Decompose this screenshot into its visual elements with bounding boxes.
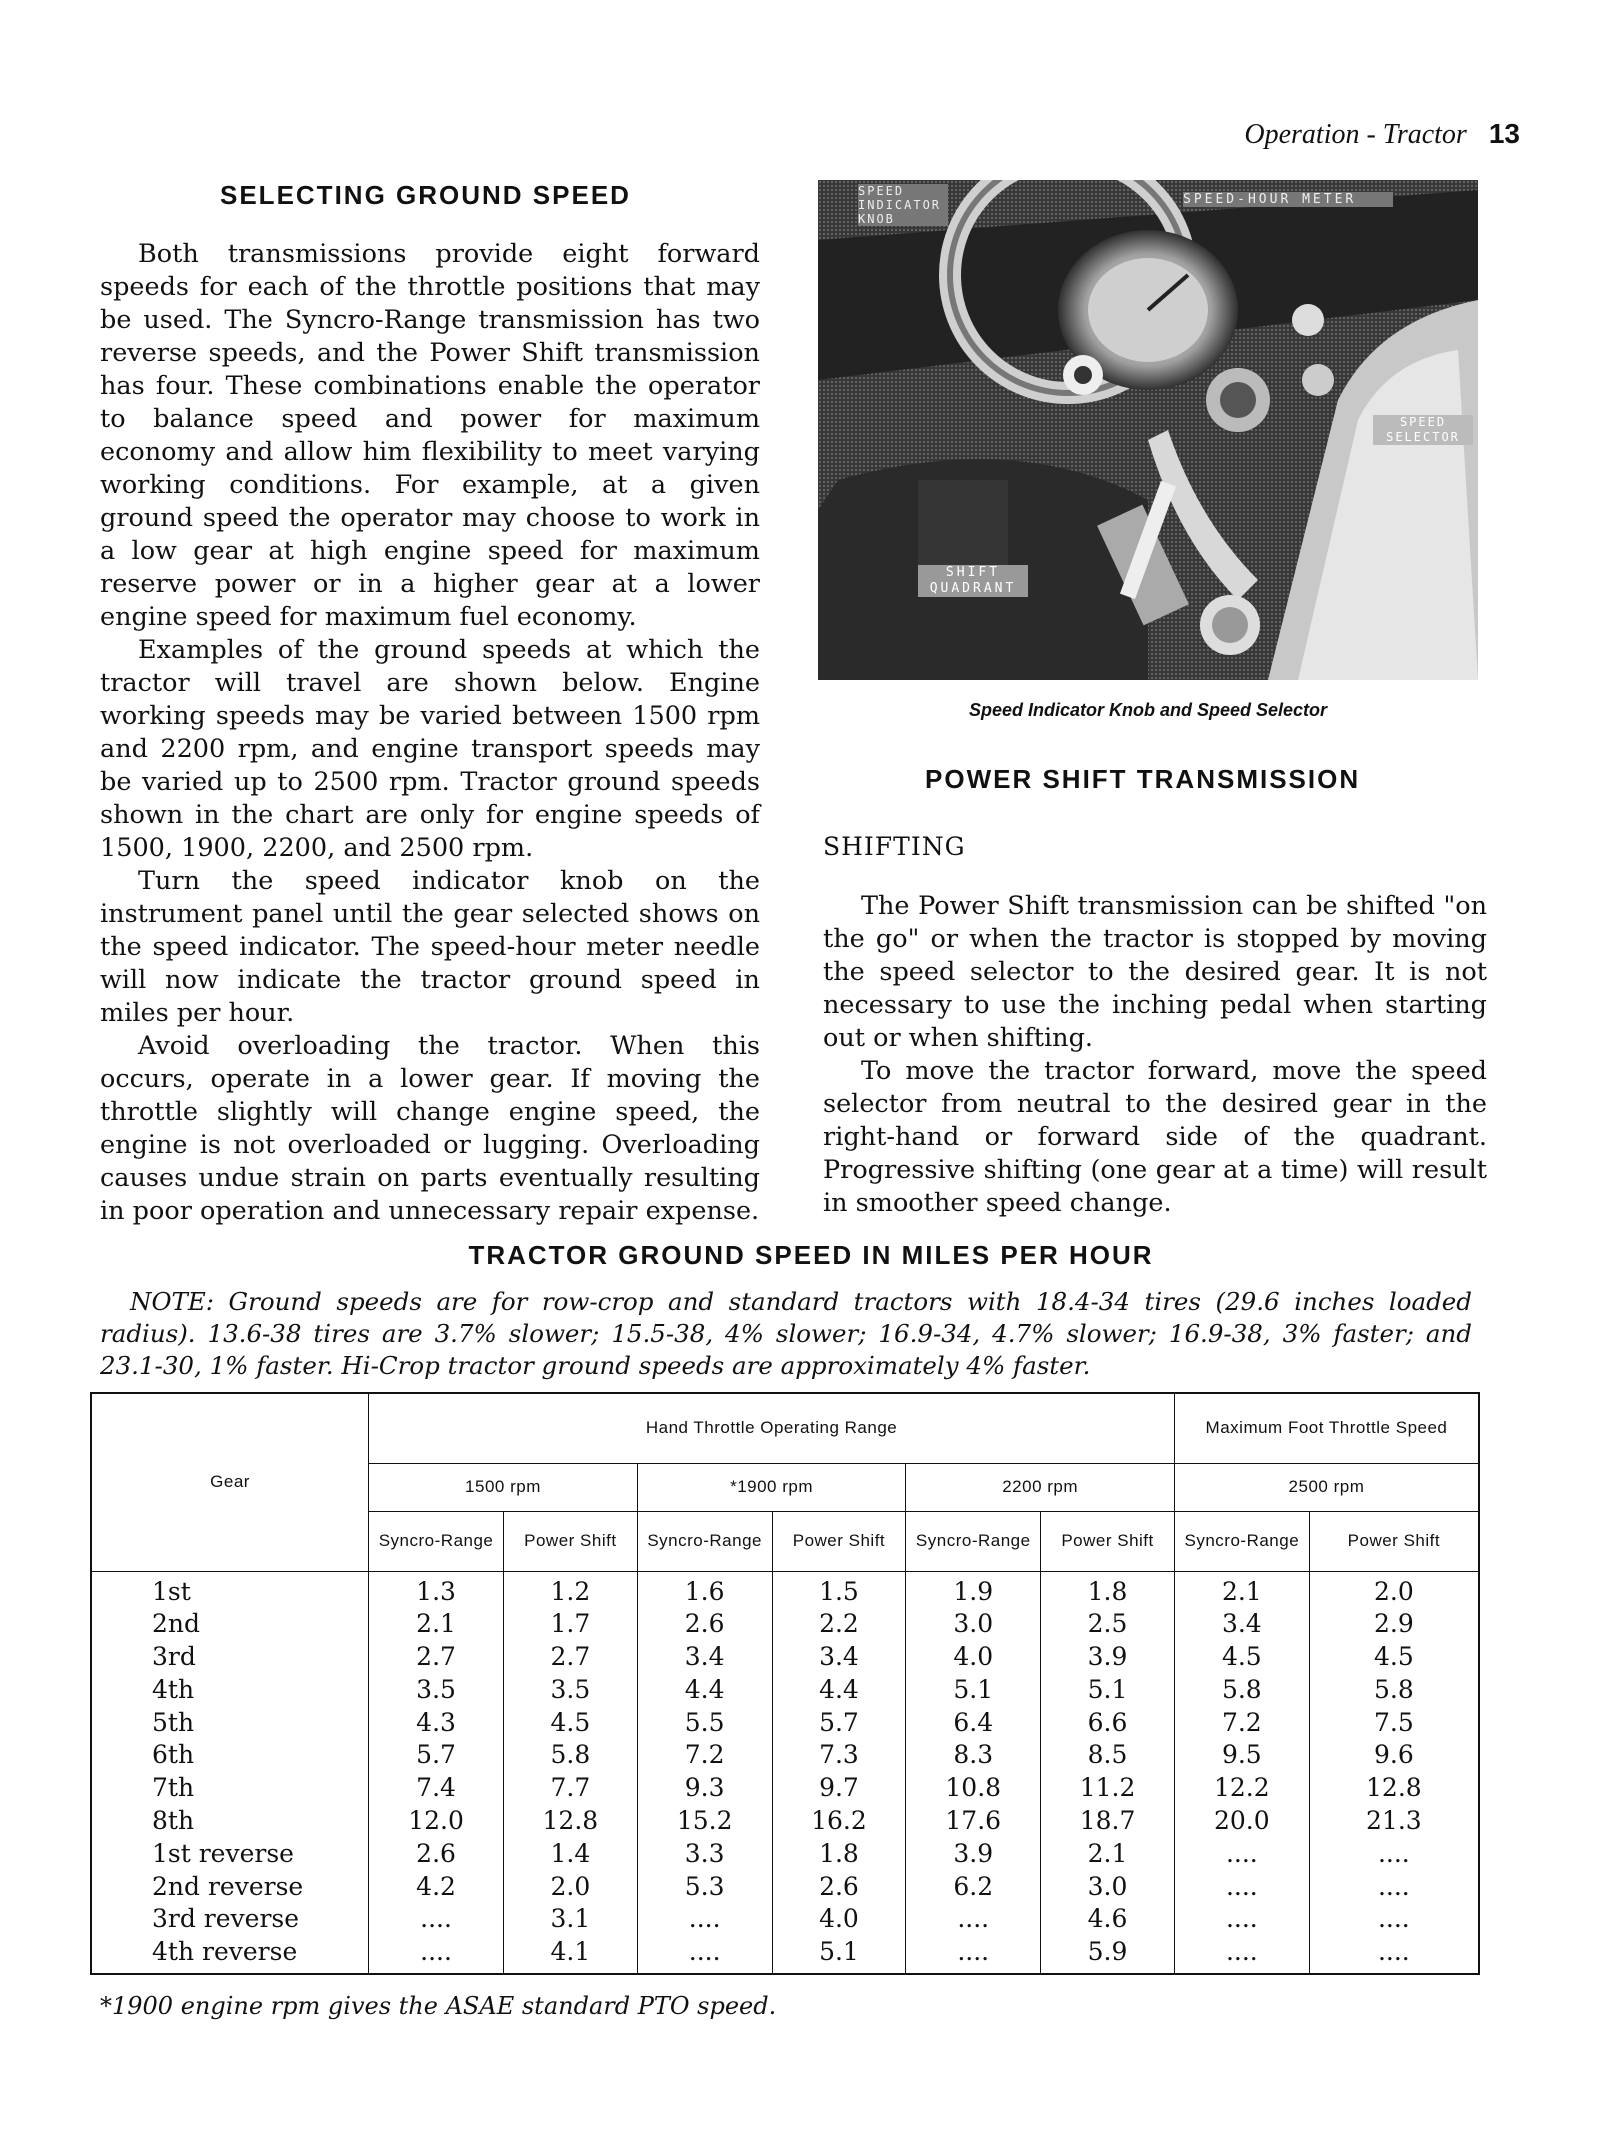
speed-cell: 7.4	[369, 1772, 504, 1805]
speed-cell: 5.1	[1041, 1674, 1175, 1707]
photo-caption: Speed Indicator Knob and Speed Selector	[968, 700, 1328, 720]
table-footnote: *1900 engine rpm gives the ASAE standard PTO speed.	[100, 1992, 777, 2020]
speed-cell: 2.9	[1309, 1608, 1479, 1641]
speed-cell: ....	[637, 1936, 772, 1974]
table-row	[91, 1871, 1479, 1904]
speed-cell: 3.3	[637, 1838, 772, 1871]
ground-speed-table	[90, 1392, 1480, 1975]
label-speed-selector: SPEED SELECTOR	[1373, 415, 1473, 445]
table-title: TRACTOR GROUND SPEED IN MILES PER HOUR	[468, 1240, 1154, 1270]
table-row	[91, 1838, 1479, 1871]
speed-cell: 1.6	[637, 1571, 772, 1608]
speed-cell: 6.4	[906, 1707, 1041, 1740]
page-number: 13	[1488, 118, 1520, 149]
speed-cell: 12.2	[1174, 1772, 1309, 1805]
table-row	[91, 1903, 1479, 1936]
speed-cell: 4.1	[503, 1936, 637, 1974]
table-body	[91, 1571, 1479, 1974]
speed-cell: 5.8	[503, 1739, 637, 1772]
speed-cell: 17.6	[906, 1805, 1041, 1838]
header-rpm: *1900 rpm	[637, 1463, 906, 1511]
speed-cell: 3.5	[503, 1674, 637, 1707]
header-hand-throttle-range: Hand Throttle Operating Range	[369, 1393, 1175, 1463]
header-power-shift: Power Shift	[772, 1511, 906, 1571]
gear-cell: 7th	[91, 1772, 369, 1805]
header-power-shift: Power Shift	[1041, 1511, 1175, 1571]
speed-cell: 2.6	[772, 1871, 906, 1904]
speed-cell: 3.9	[906, 1838, 1041, 1871]
speed-cell: 2.2	[772, 1608, 906, 1641]
dashboard-photo	[818, 180, 1478, 680]
header-rpm: 1500 rpm	[369, 1463, 638, 1511]
speed-cell: 21.3	[1309, 1805, 1479, 1838]
speed-cell: 4.5	[503, 1707, 637, 1740]
speed-cell: 1.8	[1041, 1571, 1175, 1608]
speed-cell: 7.3	[772, 1739, 906, 1772]
speed-cell: 7.2	[637, 1739, 772, 1772]
speed-cell: 3.4	[772, 1641, 906, 1674]
table-row	[91, 1674, 1479, 1707]
speed-cell: 12.8	[1309, 1772, 1479, 1805]
speed-cell: 3.4	[637, 1641, 772, 1674]
speed-cell: ....	[1309, 1871, 1479, 1904]
speed-cell: 4.2	[369, 1871, 504, 1904]
gear-cell: 3rd reverse	[91, 1903, 369, 1936]
speed-cell: 8.3	[906, 1739, 1041, 1772]
speed-cell: 2.7	[503, 1641, 637, 1674]
gear-cell: 1st reverse	[91, 1838, 369, 1871]
subheading-shifting: SHIFTING	[823, 832, 966, 861]
table-row	[91, 1571, 1479, 1608]
speed-cell: 5.8	[1174, 1674, 1309, 1707]
header-power-shift: Power Shift	[1309, 1511, 1479, 1571]
speed-cell: 7.5	[1309, 1707, 1479, 1740]
label-shift-quadrant: SHIFT QUADRANT	[918, 565, 1028, 597]
speed-cell: 7.7	[503, 1772, 637, 1805]
speed-cell: 3.4	[1174, 1608, 1309, 1641]
label-speed-indicator-knob: SPEED INDICATOR KNOB	[858, 184, 948, 226]
table-row	[91, 1641, 1479, 1674]
speed-cell: ....	[1174, 1903, 1309, 1936]
speed-cell: 2.7	[369, 1641, 504, 1674]
speed-cell: 1.9	[906, 1571, 1041, 1608]
speed-cell: 1.3	[369, 1571, 504, 1608]
speed-cell: 6.6	[1041, 1707, 1175, 1740]
header-rpm: 2500 rpm	[1174, 1463, 1479, 1511]
speed-cell: ....	[1309, 1903, 1479, 1936]
speed-cell: ....	[906, 1936, 1041, 1974]
speed-cell: 9.3	[637, 1772, 772, 1805]
speed-cell: ....	[637, 1903, 772, 1936]
speed-cell: 5.9	[1041, 1936, 1175, 1974]
speed-cell: 1.5	[772, 1571, 906, 1608]
speed-cell: 12.8	[503, 1805, 637, 1838]
speed-cell: 2.6	[637, 1608, 772, 1641]
speed-cell: 2.1	[1174, 1571, 1309, 1608]
speed-cell: 4.4	[772, 1674, 906, 1707]
running-title: Operation - Tractor	[1244, 119, 1467, 150]
header-syncro-range: Syncro-Range	[369, 1511, 504, 1571]
gear-cell: 6th	[91, 1739, 369, 1772]
header-syncro-range: Syncro-Range	[637, 1511, 772, 1571]
speed-cell: 4.5	[1174, 1641, 1309, 1674]
speed-cell: 4.3	[369, 1707, 504, 1740]
paragraph: The Power Shift transmission can be shifted "on the go" or when the tractor is stopped by moving the speed selector to the desired gear. It is not necessary to use the inching pedal when starting out or when shifting.	[823, 891, 1487, 1053]
speed-cell: 3.5	[369, 1674, 504, 1707]
speed-cell: 5.5	[637, 1707, 772, 1740]
gear-cell: 4th	[91, 1674, 369, 1707]
speed-cell: ....	[1309, 1936, 1479, 1974]
speed-cell: 4.4	[637, 1674, 772, 1707]
col-header-gear: Gear	[91, 1393, 369, 1571]
speed-cell: 3.1	[503, 1903, 637, 1936]
speed-cell: 9.6	[1309, 1739, 1479, 1772]
gear-cell: 2nd reverse	[91, 1871, 369, 1904]
speed-cell: 2.6	[369, 1838, 504, 1871]
speed-cell: 2.0	[503, 1871, 637, 1904]
paragraph: Turn the speed indicator knob on the instrument panel until the gear selected shows on the speed indicator. The speed-hour meter needle will now indicate the tractor ground speed in miles per hour.	[100, 866, 760, 1028]
paragraph: To move the tractor forward, move the speed selector from neutral to the desired gear in the right-hand or forward side of the quadrant. Progressive shifting (one gear at a time) will result in smoother speed change.	[823, 1056, 1487, 1218]
speed-cell: 2.5	[1041, 1608, 1175, 1641]
paragraph: Both transmissions provide eight forward speeds for each of the throttle positions that may be used. The Syncro-Range transmission has two reverse speeds, and the Power Shift transmission has four. These combinations enable the operator to balance speed and power for maximum economy and allow him flexibility to meet varying working conditions. For example, at a given ground speed the operator may choose to work in a low gear at high engine speed for maximum reserve power or in a higher gear at a lower engine speed for maximum fuel economy.	[100, 239, 760, 632]
speed-cell: 4.0	[906, 1641, 1041, 1674]
speed-cell: 11.2	[1041, 1772, 1175, 1805]
table-row	[91, 1707, 1479, 1740]
speed-cell: 7.2	[1174, 1707, 1309, 1740]
speed-cell: ....	[1174, 1871, 1309, 1904]
speed-cell: 5.1	[772, 1936, 906, 1974]
speed-cell: 10.8	[906, 1772, 1041, 1805]
left-column	[100, 238, 760, 1228]
speed-cell: 5.7	[772, 1707, 906, 1740]
header-rpm: 2200 rpm	[906, 1463, 1175, 1511]
speed-cell: 12.0	[369, 1805, 504, 1838]
table-row	[91, 1608, 1479, 1641]
speed-cell: 1.4	[503, 1838, 637, 1871]
speed-cell: ....	[906, 1903, 1041, 1936]
speed-cell: 5.7	[369, 1739, 504, 1772]
speed-cell: 1.8	[772, 1838, 906, 1871]
speed-cell: 4.0	[772, 1903, 906, 1936]
table-row	[91, 1772, 1479, 1805]
speed-cell: 5.3	[637, 1871, 772, 1904]
speed-cell: 5.1	[906, 1674, 1041, 1707]
speed-cell: 3.0	[1041, 1871, 1175, 1904]
speed-cell: 18.7	[1041, 1805, 1175, 1838]
speed-cell: ....	[1174, 1936, 1309, 1974]
table-row	[91, 1739, 1479, 1772]
running-head	[1100, 118, 1520, 151]
gear-cell: 3rd	[91, 1641, 369, 1674]
table-note: NOTE: Ground speeds are for row-crop and standard tractors with 18.4-34 tires (29.6 inches loaded radius). 13.6-38 tires are 3.7% slower; 15.5-38, 4% slower; 16.9-34, 4.7% slower; 16.9-38, 3% faster; and 23.1-30, 1% faster. Hi-Crop tractor ground speeds are approximately 4% faster.	[100, 1287, 1472, 1380]
speed-cell: ....	[369, 1936, 504, 1974]
gear-cell: 1st	[91, 1571, 369, 1608]
gear-cell: 8th	[91, 1805, 369, 1838]
speed-cell: 1.2	[503, 1571, 637, 1608]
speed-cell: 2.1	[1041, 1838, 1175, 1871]
gear-cell: 5th	[91, 1707, 369, 1740]
speed-cell: 3.0	[906, 1608, 1041, 1641]
speed-cell: ....	[369, 1903, 504, 1936]
speed-cell: 9.7	[772, 1772, 906, 1805]
speed-cell: 3.9	[1041, 1641, 1175, 1674]
speed-cell: 15.2	[637, 1805, 772, 1838]
header-power-shift: Power Shift	[503, 1511, 637, 1571]
paragraph: Avoid overloading the tractor. When this occurs, operate in a lower gear. If moving the throttle slightly will change engine speed, the engine is not overloaded or lugging. Overloading causes undue strain on parts eventually resulting in poor operation and unnecessary repair expense.	[100, 1031, 760, 1226]
speed-cell: 4.6	[1041, 1903, 1175, 1936]
paragraph: Examples of the ground speeds at which the tractor will travel are shown below. Engine working speeds may be varied between 1500 rpm and 2200 rpm, and engine transport speeds may be varied up to 2500 rpm. Tractor ground speeds shown in the chart are only for engine speeds of 1500, 1900, 2200, and 2500 rpm.	[100, 635, 760, 863]
label-speed-hour-meter: SPEED-HOUR METER	[1183, 192, 1393, 207]
speed-cell: 2.1	[369, 1608, 504, 1641]
table-row	[91, 1936, 1479, 1974]
header-syncro-range: Syncro-Range	[906, 1511, 1041, 1571]
speed-cell: 5.8	[1309, 1674, 1479, 1707]
speed-cell: 1.7	[503, 1608, 637, 1641]
speed-cell: 2.0	[1309, 1571, 1479, 1608]
speed-cell: ....	[1174, 1838, 1309, 1871]
speed-cell: 9.5	[1174, 1739, 1309, 1772]
gear-cell: 4th reverse	[91, 1936, 369, 1974]
speed-cell: 4.5	[1309, 1641, 1479, 1674]
header-syncro-range: Syncro-Range	[1174, 1511, 1309, 1571]
section-heading-selecting-ground-speed: SELECTING GROUND SPEED	[220, 180, 631, 210]
header-max-foot-throttle: Maximum Foot Throttle Speed	[1174, 1393, 1479, 1463]
section-heading-power-shift-transmission: POWER SHIFT TRANSMISSION	[925, 764, 1361, 794]
speed-cell: 6.2	[906, 1871, 1041, 1904]
speed-cell: ....	[1309, 1838, 1479, 1871]
right-column	[823, 890, 1487, 1220]
table-row	[91, 1805, 1479, 1838]
speed-cell: 8.5	[1041, 1739, 1175, 1772]
gear-cell: 2nd	[91, 1608, 369, 1641]
speed-cell: 20.0	[1174, 1805, 1309, 1838]
speed-cell: 16.2	[772, 1805, 906, 1838]
